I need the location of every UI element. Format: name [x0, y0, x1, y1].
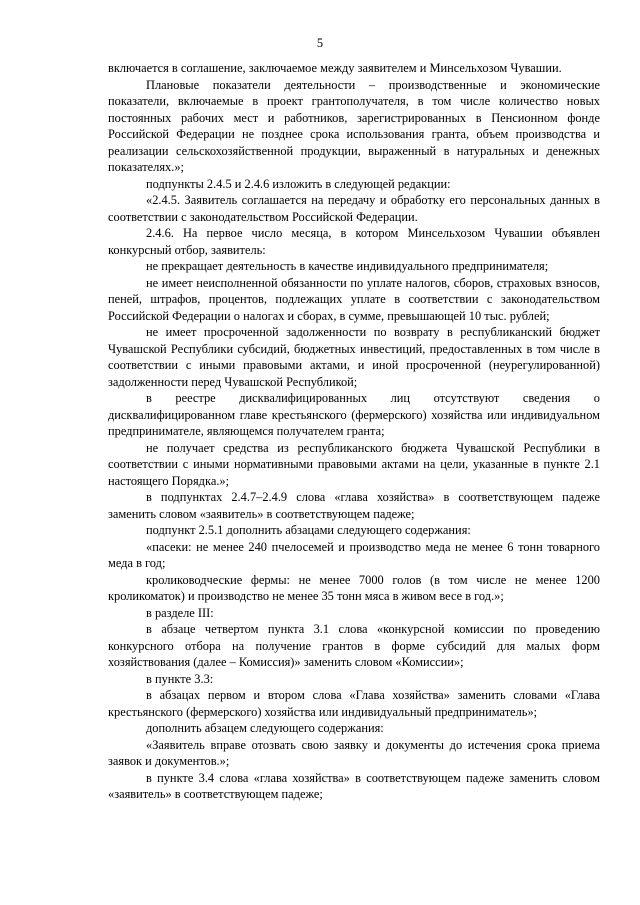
- paragraph: в пункте 3.4 слова «глава хозяйства» в соответствующем падеже заменить словом «заявитель» в соответствующем падеже;: [108, 770, 600, 801]
- paragraph: подпункты 2.4.5 и 2.4.6 изложить в следующей редакции:: [146, 176, 451, 191]
- paragraph: подпункт 2.5.1 дополнить абзацами следующего содержания:: [146, 523, 471, 537]
- document-body: [108, 60, 600, 803]
- paragraph: «пасеки: не менее 240 пчелосемей и производство меда не менее 6 тонн товарного меда в год;: [108, 539, 600, 570]
- paragraph: в подпунктах 2.4.7–2.4.9 слова «глава хозяйства» в соответствующем падеже заменить словом «заявитель» в соответствующем падеже;: [108, 490, 600, 521]
- paragraph: не прекращает деятельность в качестве индивидуального предпринимателя;: [146, 259, 549, 273]
- paragraph: не получает средства из республиканского бюджета Чувашской Республики в соответствии с иными нормативными правовыми актами на цели, указанные в пункте 2.1 настоящего Порядка.»;: [108, 440, 600, 488]
- paragraph: в абзаце четвертом пункта 3.1 слова «конкурсной комиссии по проведению конкурсного отбора на получение грантов в форме субсидий для малых форм хозяйствования (далее – Комиссия)» заменить словом «Комиссии»;: [108, 622, 600, 669]
- paragraph: в абзацах первом и втором слова «Глава хозяйства» заменить словами «Глава крестьянского (фермерского) хозяйства или индивидуальный предприниматель»;: [108, 688, 600, 719]
- paragraph: не имеет просроченной задолженности по возврату в республиканский бюджет Чувашской Республики субсидий, бюджетных инвестиций, предоставленных в том числе в соответствии с иными правовыми актами, и иной просроченной (неурегулированной) задолженности перед Чувашской Республикой;: [108, 325, 600, 389]
- paragraph: «Заявитель вправе отозвать свою заявку и документы до истечения срока приема заявок и документов.»;: [108, 737, 600, 768]
- paragraph: не имеет неисполненной обязанности по уплате налогов, сборов, страховых взносов, пеней, штрафов, процентов, подлежащих уплате в соответствии с законодательством Российской Федерации о налогах и сборах, в сумме, превышающей 10 тыс. рублей;: [108, 275, 600, 323]
- paragraph: «2.4.5. Заявитель соглашается на передачу и обработку его персональных данных в соответствии с законодательством Российской Федерации.: [108, 193, 600, 224]
- paragraph: 2.4.6. На первое число месяца, в котором Минсельхозом Чувашии объявлен конкурсный отбор, заявитель:: [108, 226, 600, 257]
- paragraph: в реестре дисквалифицированных лиц отсутствуют сведения о дисквалифицированном главе крестьянского (фермерского) хозяйства или индивидуальном предпринимателе, являющемся получателем гранта;: [108, 391, 600, 438]
- paragraph: в разделе III:: [146, 605, 214, 620]
- page-number: 5: [316, 36, 324, 50]
- paragraph: кролиководческие фермы: не менее 7000 голов (в том числе не менее 1200 кроликоматок) и производство не менее 35 тонн мяса в живом весе в год.»;: [108, 572, 600, 603]
- paragraph: в пункте 3.3:: [146, 671, 214, 686]
- paragraph: включается в соглашение, заключаемое между заявителем и Минсельхозом Чувашии.: [108, 61, 562, 75]
- paragraph: дополнить абзацем следующего содержания:: [146, 721, 384, 735]
- paragraph: Плановые показатели деятельности – производственные и экономические показатели, включаемые в проект грантополучателя, в том числе количество новых постоянных рабочих мест и работников, зарегистрированных в Пенсионном фонде Российской Федерации не позднее срока использования гранта, объем производства и реализации сельскохозяйственной продукции, выраженный в натуральных и денежных показателях.»;: [108, 77, 600, 174]
